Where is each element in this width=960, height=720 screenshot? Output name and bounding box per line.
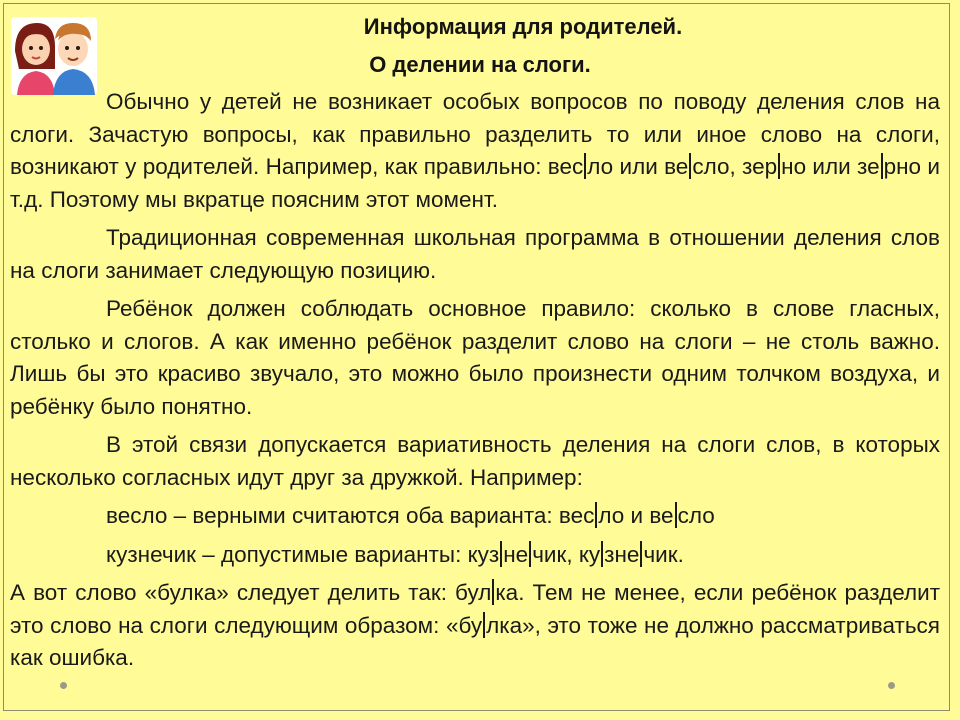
syllable-separator — [529, 541, 531, 567]
paragraph-4: В этой связи допускается вариативность деления на слоги слов, в которых несколько согласных идут друг за дружкой. Например: — [10, 432, 940, 490]
paragraph-1: Обычно у детей не возникает особых вопросов по поводу деления слов на слоги. Зачастую вопросы, как правильно разделить то или иное слово на слоги, возникают у родителей. Например, как правильно: вес ло или ве сло, зер но или зе рно и т.д. Поэтому мы вкратце поясним этот момент. — [10, 89, 940, 212]
syllable-separator — [640, 541, 642, 567]
syllable-separator — [675, 502, 677, 528]
paragraph-2: Традиционная современная школьная программа в отношении деления слов на слоги занимает следующую позицию. — [10, 225, 940, 283]
bullet-dot-right — [888, 682, 895, 689]
syllable-separator — [595, 502, 597, 528]
page-title: Информация для родителей. — [363, 14, 683, 39]
syllable-separator — [492, 579, 494, 605]
article-body — [10, 86, 940, 675]
page-subtitle: О делении на слоги. — [369, 52, 591, 77]
example-2: кузнечик – допустимые варианты: куз не чик, ку зне чик. — [106, 541, 684, 567]
syllable-separator — [778, 153, 780, 179]
paragraph-5: А вот слово «булка» следует делить так: бул ка. Тем не менее, если ребёнок разделит это слово на слоги следующим образом: «бу лка», это тоже не должно рассматриваться как ошибка. — [10, 580, 940, 670]
syllable-separator — [500, 541, 502, 567]
syllable-separator — [881, 153, 883, 179]
paragraph-3: Ребёнок должен соблюдать основное правило: сколько в слове гласных, столько и слогов. А как именно ребёнок разделит слово на слоги – не столь важно. Лишь бы это красиво звучало, это можно было произнести одним толчком воздуха, и ребёнку было понятно. — [10, 296, 940, 419]
syllable-separator — [584, 153, 586, 179]
example-1: весло – верными считаются оба варианта: вес ло и ве сло — [106, 503, 715, 528]
bullet-dot-left — [60, 682, 67, 689]
syllable-separator — [689, 153, 691, 179]
syllable-separator — [483, 612, 485, 638]
syllable-separator — [601, 541, 603, 567]
